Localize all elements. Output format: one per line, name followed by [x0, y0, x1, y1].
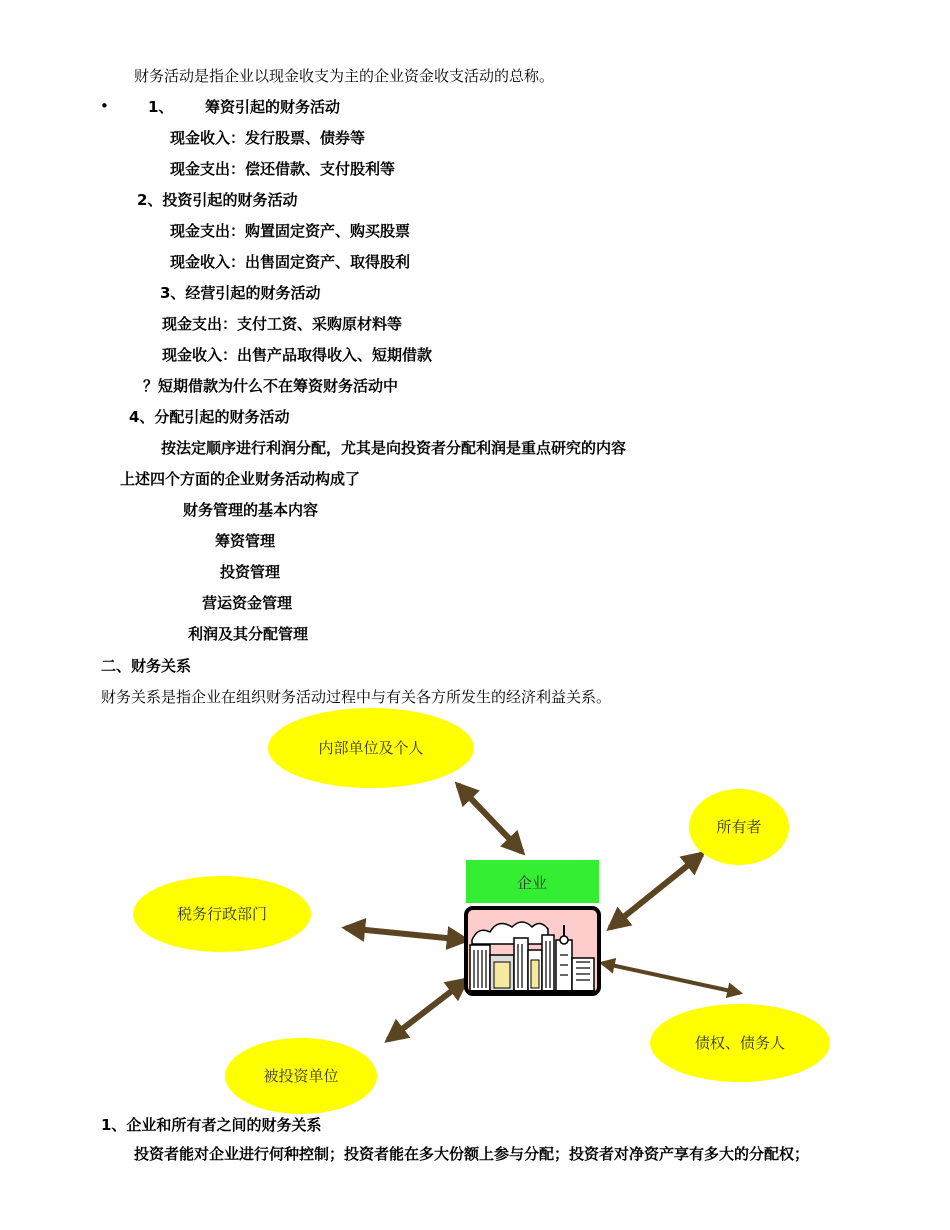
s1-number: 1、: [148, 98, 174, 116]
center-enterprise-label: [466, 860, 599, 903]
svg-text:税务行政部门: 税务行政部门: [176, 905, 268, 923]
s2-line1: 现金支出：购置固定资产、购买股票: [170, 222, 411, 240]
s3-title: 3、经营引起的财务活动: [160, 284, 321, 302]
rel1-text: 投资者能对企业进行何种控制；投资者能在多大份额上参与分配；投资者对净资产享有多大的分配权；: [134, 1145, 810, 1163]
basic-item-working-capital: 营运资金管理: [202, 594, 293, 612]
section2-definition: 财务关系是指企业在组织财务活动过程中与有关各方所发生的经济利益关系。: [101, 688, 612, 706]
arrow-internal: [458, 785, 522, 852]
node-creditor: [650, 1004, 830, 1082]
svg-text:企业: 企业: [516, 874, 548, 892]
basic-content-title: 财务管理的基本内容: [183, 501, 319, 519]
bullet-point: •: [100, 97, 109, 115]
s3-question: ？短期借款为什么不在筹资财务活动中: [143, 377, 399, 395]
s1-title: 筹资引起的财务活动: [205, 98, 341, 116]
city-skyline-icon: [466, 908, 599, 994]
basic-item-profit: 利润及其分配管理: [188, 625, 309, 643]
intro-text: 财务活动是指企业以现金收支为主的企业资金收支活动的总称。: [134, 67, 555, 85]
s1-line2: 现金支出：偿还借款、支付股利等: [170, 160, 396, 178]
node-tax: [133, 876, 311, 952]
s3-line2: 现金收入：出售产品取得收入、短期借款: [162, 346, 433, 364]
arrow-owner: [610, 854, 702, 928]
arrow-tax: [346, 928, 466, 940]
arrow-creditor: [602, 963, 740, 993]
summary-text: 上述四个方面的企业财务活动构成了: [120, 470, 361, 488]
s2-title: 2、投资引起的财务活动: [137, 191, 298, 209]
svg-text:债权、债务人: 债权、债务人: [694, 1034, 786, 1052]
basic-item-financing: 筹资管理: [215, 532, 276, 550]
svg-text:所有者: 所有者: [716, 818, 762, 836]
node-owner: [689, 789, 789, 865]
svg-text:内部单位及个人: 内部单位及个人: [318, 739, 424, 757]
svg-text:被投资单位: 被投资单位: [263, 1067, 339, 1085]
node-internal: [268, 708, 474, 788]
s3-line1: 现金支出：支付工资、采购原材料等: [162, 315, 403, 333]
s1-line1: 现金收入：发行股票、债券等: [170, 129, 366, 147]
arrow-investee: [388, 980, 466, 1040]
s4-title: 4、分配引起的财务活动: [129, 408, 290, 426]
node-investee: [225, 1038, 377, 1114]
s4-line1: 按法定顺序进行利润分配，尤其是向投资者分配利润是重点研究的内容: [161, 439, 627, 457]
section2-title: 二、财务关系: [101, 657, 192, 675]
basic-item-investment: 投资管理: [220, 563, 281, 581]
rel1-title: 1、企业和所有者之间的财务关系: [101, 1116, 322, 1134]
s2-line2: 现金收入：出售固定资产、取得股利: [170, 253, 411, 271]
